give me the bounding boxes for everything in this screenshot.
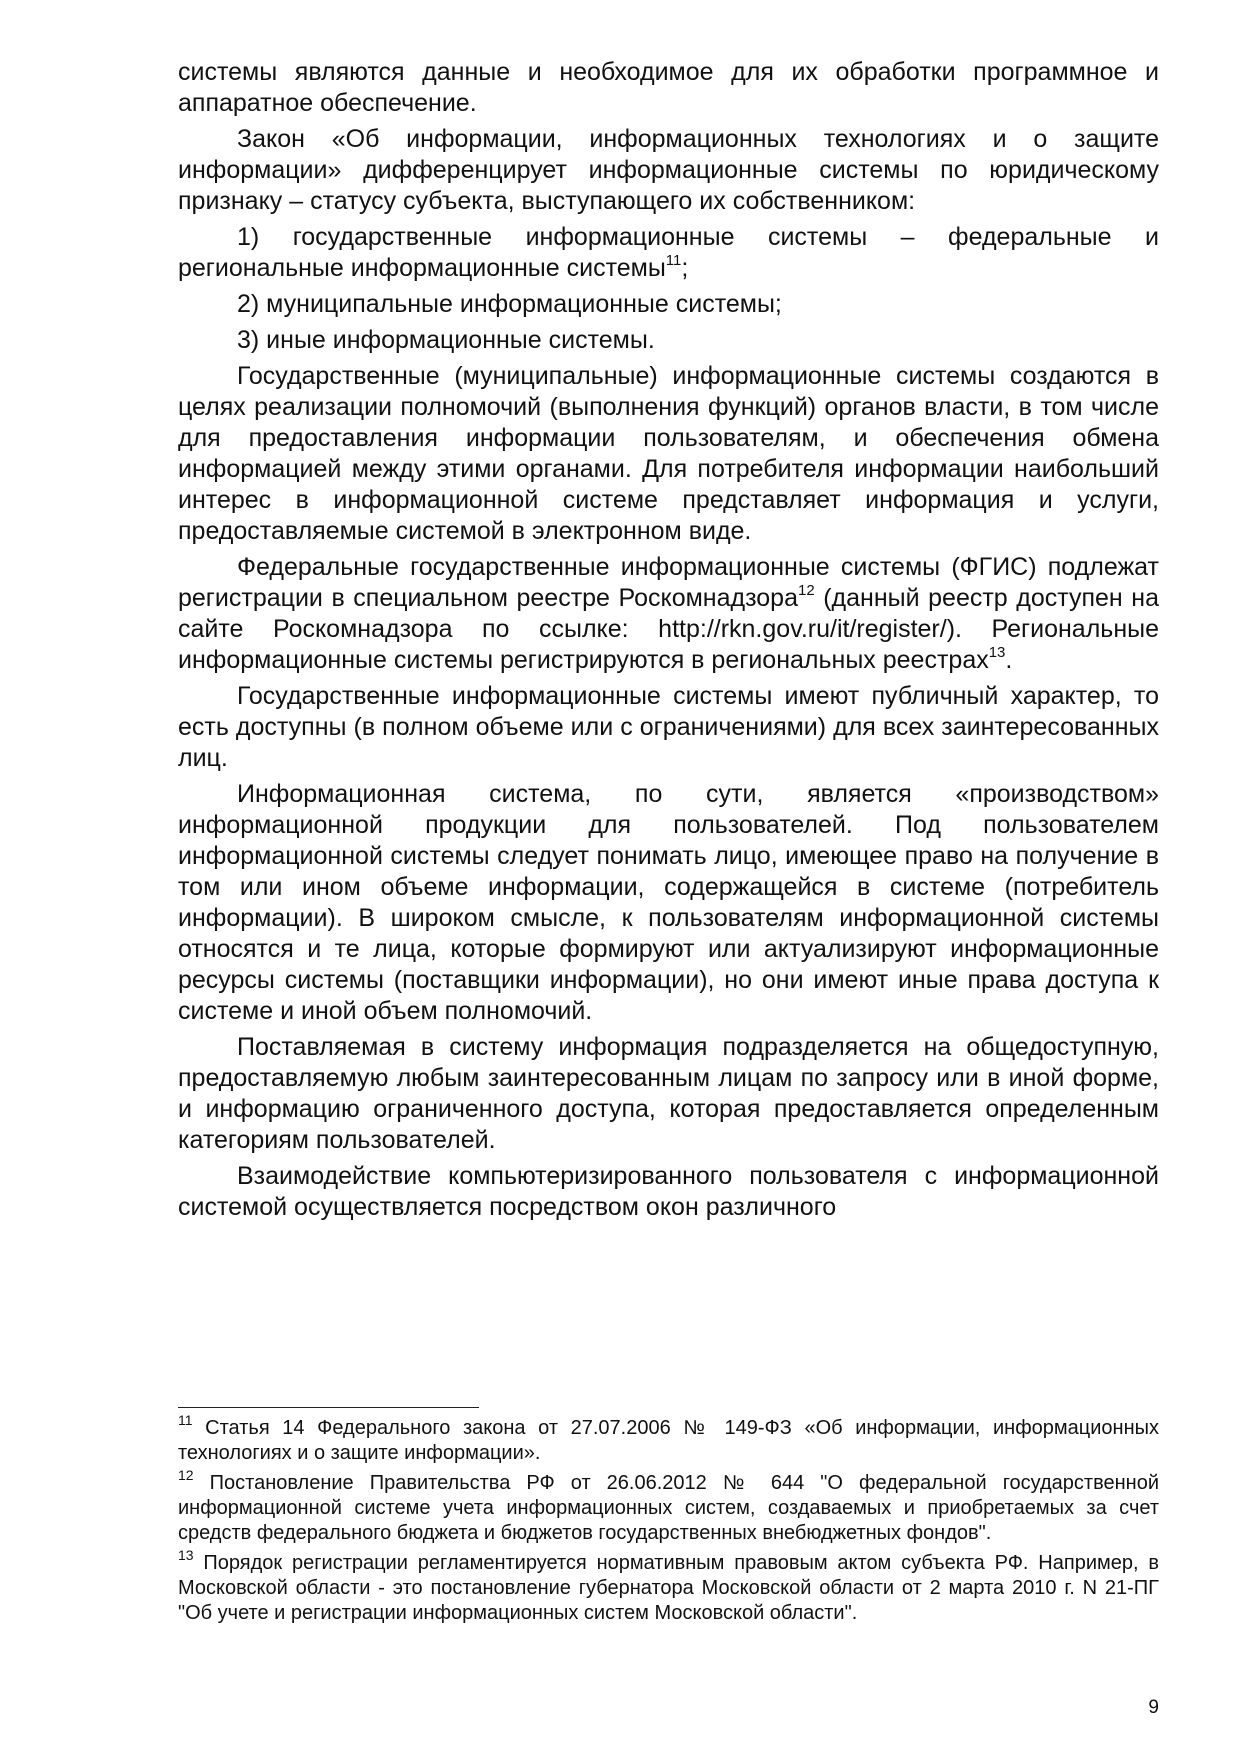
paragraph-text: системы являются данные и необходимое для их обработки программное и аппаратное обеспечение.	[178, 58, 1159, 117]
footnote-number: 12	[178, 1467, 194, 1484]
paragraph-fgis	[178, 552, 1159, 676]
paragraph-continuation	[178, 57, 1159, 119]
paragraph-text: Государственные (муниципальные) информационные системы создаются в целях реализации полномочий (выполнения функций) органов власти, в том числе для предоставления информации пользователям, и обеспечения обмена информацией между этими органами. Для потребителя информации наибольший интерес в информационной системе представляет информация и услуги, предоставляемые системой в электронном виде.	[178, 362, 1159, 545]
list-item-other-systems	[178, 325, 1159, 356]
footnote-text: Статья 14 Федерального закона от 27.07.2006 № 149-ФЗ «Об информации, информационных технологиях и о защите информации».	[178, 1417, 1159, 1464]
paragraph-text: 2) муниципальные информационные системы;	[237, 290, 782, 318]
paragraph-text: Закон «Об информации, информационных технологиях и о защите информации» дифференцирует информационные системы по юридическому признаку – статусу субъекта, выступающего их собственником:	[178, 125, 1159, 215]
footnote-ref[interactable]: 12	[797, 581, 815, 599]
paragraph-text: Информационная система, по сути, является «производством» информационной продукции для пользователей. Под пользователем информационной системы следует понимать лицо, имеющее право на получение в том или ином объеме информации, содержащейся в системе (потребитель информации). В широком смысле, к пользователям информационной системы относятся и те лица, которые формируют или актуализируют информационные ресурсы системы (поставщики информации), но они имеют иные права доступа к системе и иной объем полномочий.	[178, 780, 1159, 1025]
footnote-12	[178, 1467, 1159, 1546]
paragraph-text: Поставляемая в систему информация подразделяется на общедоступную, предоставляемую любым заинтересованным лицам по запросу или в иной форме, и информацию ограниченного доступа, которая предоставляется определенным категориям пользователей.	[178, 1033, 1159, 1154]
footnote-number: 11	[178, 1412, 193, 1429]
footnote-number: 13	[178, 1547, 194, 1564]
paragraph-users	[178, 779, 1159, 1027]
paragraph-interaction	[178, 1161, 1159, 1223]
paragraph-text: (данный реестр доступен на сайте Роскомнадзора по ссылке: http://rkn.gov.ru/it/register/). Региональные информационные системы регистрируются в региональных реестрах	[178, 584, 1159, 674]
footnote-text: Постановление Правительства РФ от 26.06.2012 № 644 "О федеральной государственной информационной системе учета информационных систем, создаваемых и приобретаемых за счет средств федерального бюджета и бюджетов государственных внебюджетных фондов".	[178, 1472, 1159, 1544]
paragraph-text: Федеральные государственные информационные системы (ФГИС) подлежат регистрации в специальном реестре Роскомнадзора	[178, 553, 1159, 612]
paragraph-text: ;	[681, 254, 689, 282]
footnote-ref[interactable]: 13	[988, 643, 1006, 661]
paragraph-info-supply	[178, 1032, 1159, 1156]
footnotes	[178, 1412, 1159, 1631]
paragraph-text: .	[1005, 646, 1013, 674]
list-item-state-systems	[178, 222, 1159, 284]
footnote-text: Порядок регистрации регламентируется нормативным правовым актом субъекта РФ. Например, в Московской области - это постановление губернатора Московской области от 2 марта 2010 г. N 21-ПГ "Об учете и регистрации информационных систем Московской области".	[178, 1552, 1159, 1624]
paragraph-text: Взаимодействие компьютеризированного пользователя с информационной системой осуществляется посредством окон различного	[178, 1162, 1159, 1221]
paragraph-law-intro	[178, 124, 1159, 217]
paragraph-text: 3) иные информационные системы.	[237, 326, 655, 354]
footnote-11	[178, 1412, 1159, 1466]
paragraph-public-character	[178, 681, 1159, 774]
paragraph-state-municipal	[178, 361, 1159, 547]
paragraph-text: Государственные информационные системы имеют публичный характер, то есть доступны (в полном объеме или с ограничениями) для всех заинтересованных лиц.	[178, 682, 1159, 772]
body-text	[178, 57, 1159, 1228]
footnote-13	[178, 1547, 1159, 1626]
list-item-municipal-systems	[178, 289, 1159, 320]
footnote-ref[interactable]: 11	[665, 251, 682, 269]
footnote-divider	[178, 1407, 479, 1408]
paragraph-text: 1) государственные информационные системы – федеральные и региональные информационные системы	[178, 223, 1159, 282]
page-number: 9	[1148, 1697, 1159, 1718]
